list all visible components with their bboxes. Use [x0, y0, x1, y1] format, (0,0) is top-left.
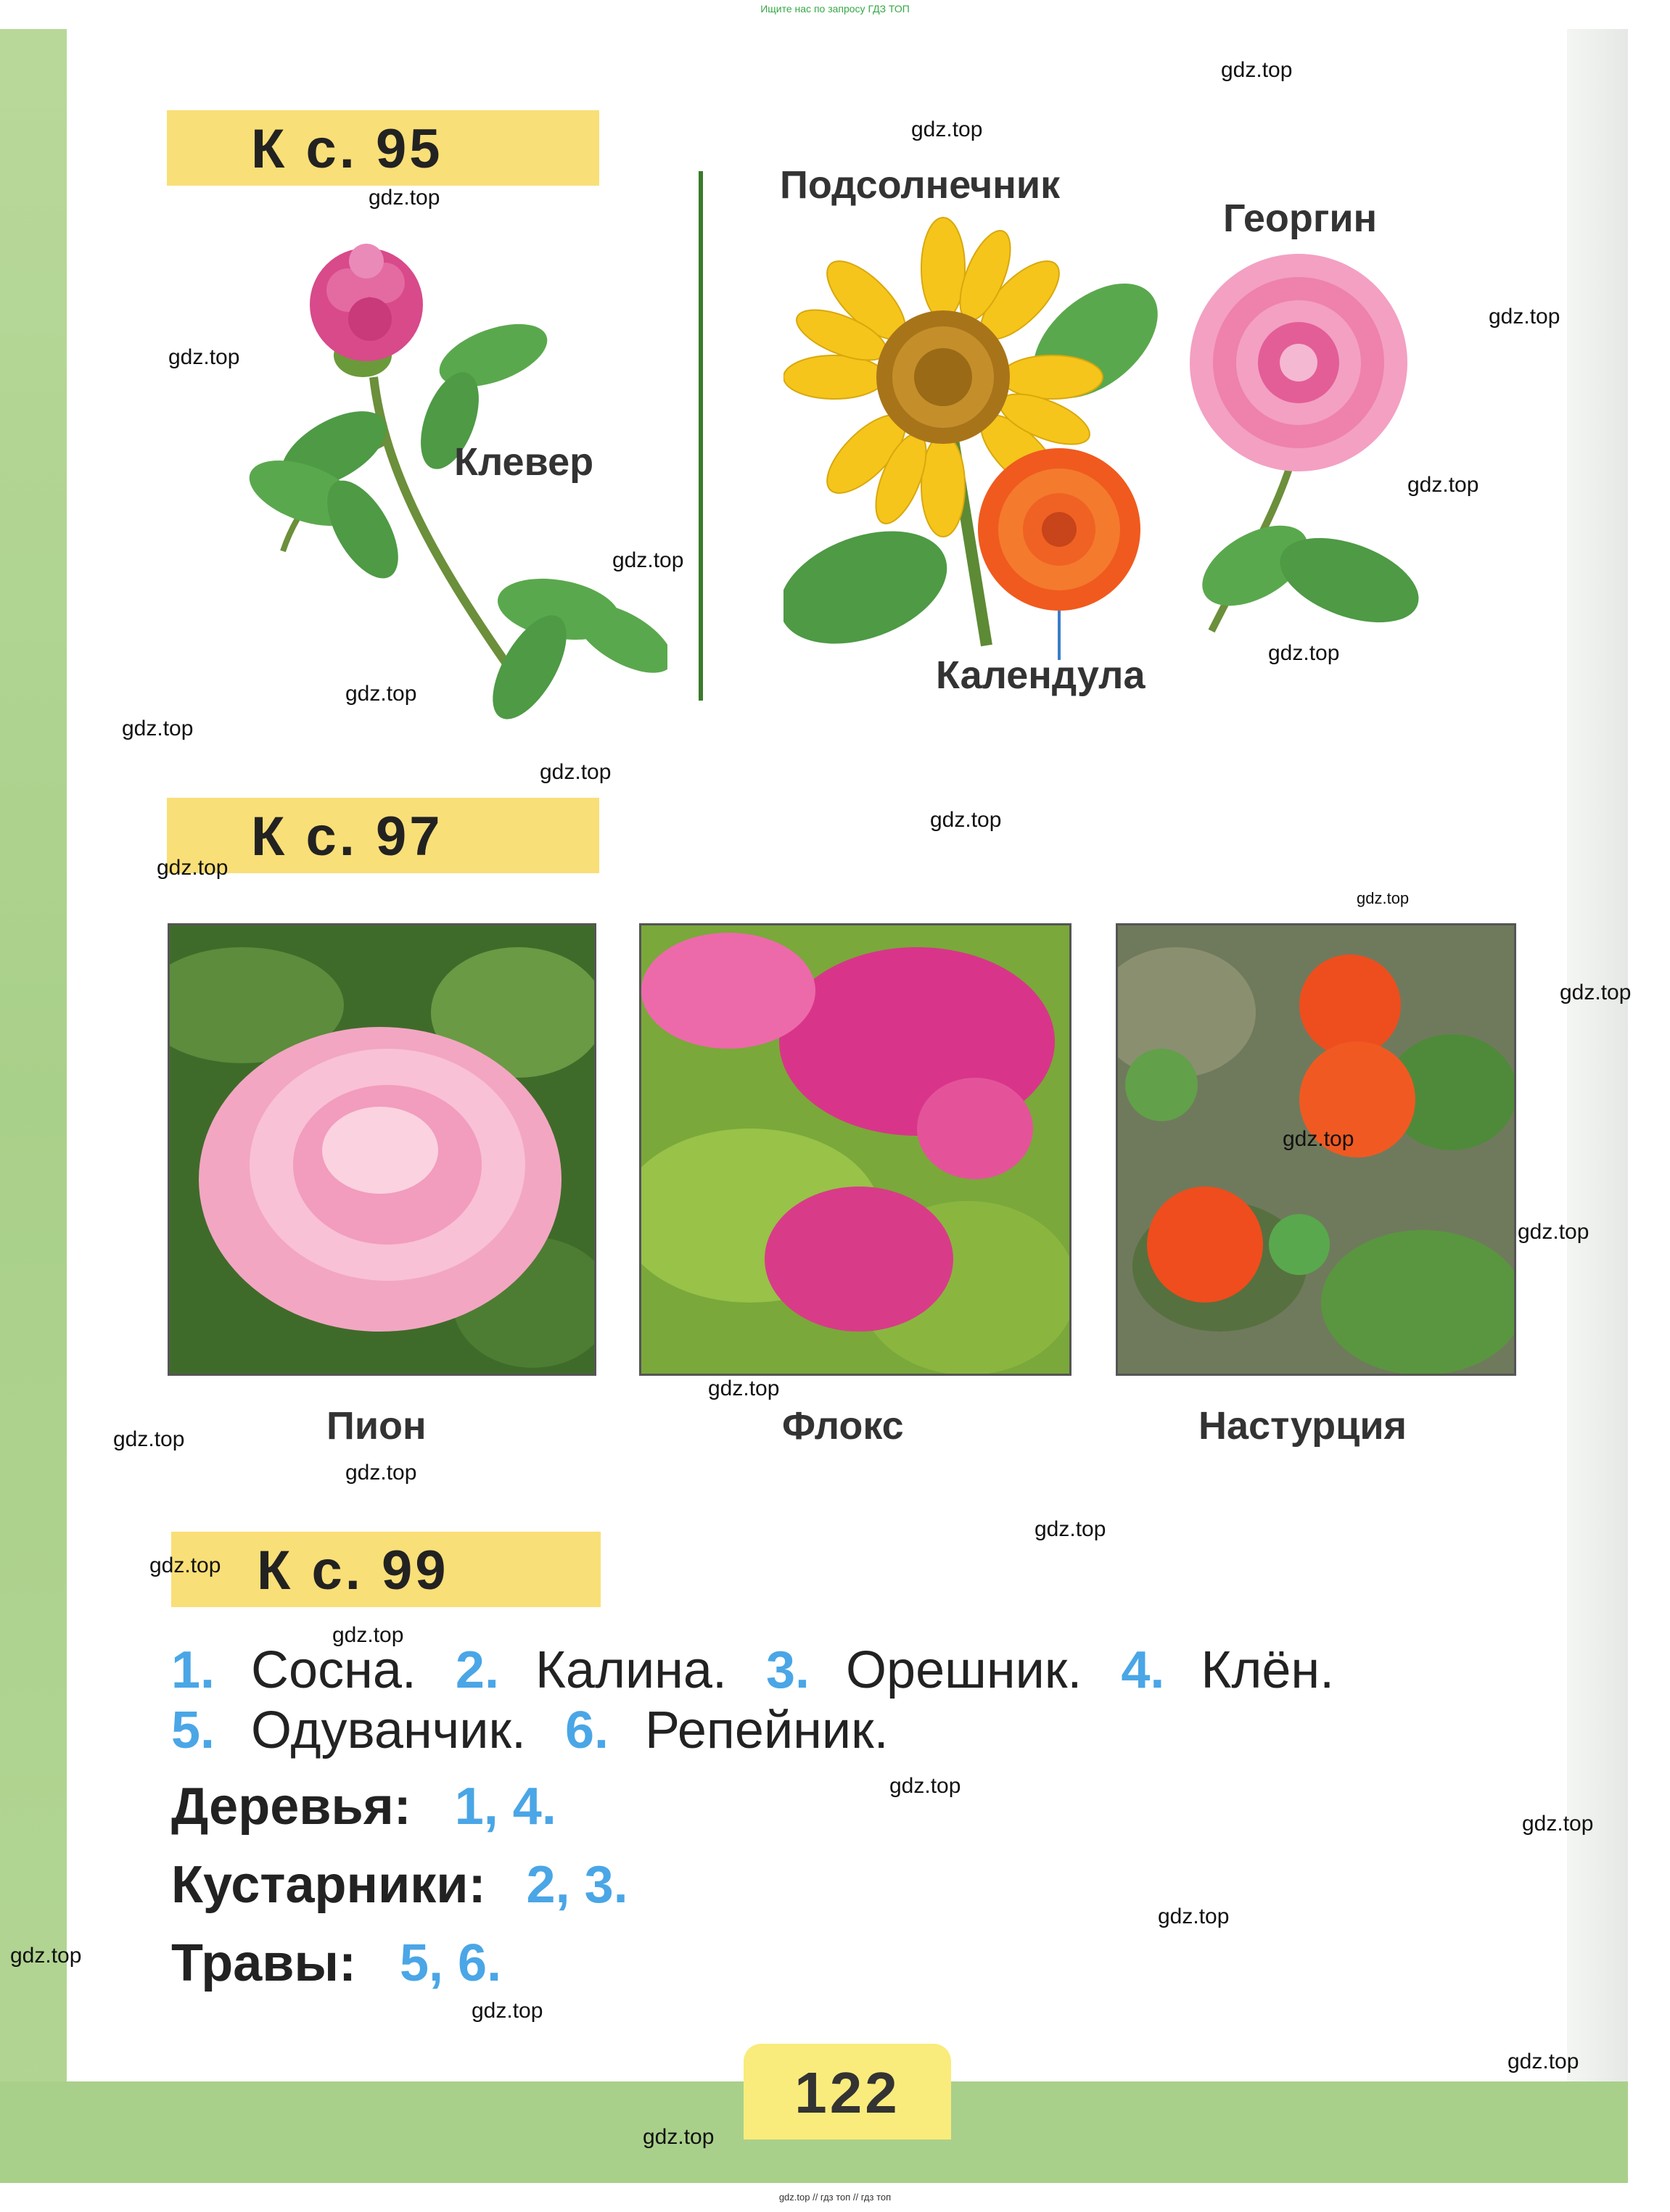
watermark: gdz.top: [1035, 1517, 1106, 1541]
watermark: gdz.top: [612, 548, 684, 572]
watermark: gdz.top: [1522, 1812, 1594, 1836]
watermark: gdz.top: [643, 2125, 715, 2149]
group-shrubs-label: Кустарники:: [171, 1856, 486, 1914]
phlox-label: Флокс: [782, 1404, 904, 1448]
nasturtium-label: Настурция: [1198, 1404, 1407, 1448]
answer-2-text: Калина.: [535, 1641, 727, 1699]
watermark: gdz.top: [10, 1944, 82, 1968]
watermark: gdz.top: [1407, 473, 1479, 497]
watermark: gdz.top: [930, 808, 1002, 832]
group-shrubs: [171, 1855, 628, 1915]
section-99-title: К с. 99: [257, 1540, 449, 1601]
group-shrubs-numbers: 2, 3.: [526, 1856, 628, 1914]
watermark: gdz.top: [149, 1553, 221, 1577]
section-95-divider: [699, 171, 703, 701]
watermark: gdz.top: [1507, 2050, 1579, 2073]
dahlia-illustration: [1168, 254, 1429, 660]
watermark: gdz.top: [1268, 641, 1340, 665]
peony-photo: [168, 923, 596, 1376]
watermark: gdz.top: [332, 1623, 404, 1647]
answer-2-number: 2.: [455, 1641, 499, 1699]
watermark: gdz.top: [708, 1377, 780, 1400]
watermark: gdz.top: [369, 186, 440, 210]
answer-3-text: Орешник.: [846, 1641, 1082, 1699]
answer-6-text: Репейник.: [645, 1701, 889, 1759]
section-95-title: К с. 95: [251, 118, 443, 180]
sunflower-calendula-illustration: [783, 210, 1190, 660]
answer-line-2: [171, 1701, 889, 1760]
watermark: gdz.top: [911, 117, 983, 141]
footer-note: gdz.top // гдз топ // гдз топ: [778, 2192, 892, 2203]
clover-illustration: [218, 232, 667, 740]
watermark: gdz.top: [1158, 1904, 1230, 1928]
watermark: gdz.top: [472, 1999, 543, 2023]
watermark: gdz.top: [889, 1774, 961, 1798]
watermark: gdz.top: [122, 717, 194, 740]
answer-1-text: Сосна.: [251, 1641, 416, 1699]
watermark: gdz.top: [1518, 1220, 1589, 1244]
watermark: gdz.top: [345, 682, 417, 706]
watermark: gdz.top: [1560, 981, 1632, 1004]
watermark: gdz.top: [168, 345, 240, 369]
dahlia-label: Георгин: [1223, 197, 1378, 240]
page-right-edge: [1567, 29, 1628, 2081]
calendula-label: Календула: [936, 653, 1145, 697]
answer-4-text: Клён.: [1201, 1641, 1335, 1699]
group-trees-label: Деревья:: [171, 1778, 411, 1836]
answer-1-number: 1.: [171, 1641, 215, 1699]
watermark: gdz.top: [345, 1461, 417, 1485]
watermark: gdz.top: [1489, 305, 1560, 329]
group-herbs-label: Травы:: [171, 1934, 356, 1992]
answer-5-number: 5.: [171, 1701, 215, 1759]
section-97-title: К с. 97: [251, 806, 443, 867]
phlox-photo: [639, 923, 1071, 1376]
group-herbs-numbers: 5, 6.: [400, 1934, 502, 1992]
clover-label: Клевер: [454, 440, 594, 484]
watermark: gdz.top: [1283, 1127, 1354, 1151]
page-number: 122: [794, 2060, 900, 2125]
group-herbs: [171, 1934, 501, 1993]
group-trees-numbers: 1, 4.: [454, 1778, 556, 1836]
answer-3-number: 3.: [765, 1641, 810, 1699]
peony-label: Пион: [326, 1404, 427, 1448]
watermark: gdz.top: [1357, 889, 1410, 907]
answer-4-number: 4.: [1121, 1641, 1165, 1699]
watermark: gdz.top: [157, 856, 229, 880]
answer-6-number: 6.: [564, 1701, 609, 1759]
header-note: Ищите нас по запросу ГДЗ ТОП: [760, 3, 910, 15]
sunflower-label: Подсолнечник: [780, 163, 1061, 207]
answer-5-text: Одуванчик.: [251, 1701, 526, 1759]
left-green-margin: [0, 29, 67, 2161]
group-trees: [171, 1777, 556, 1836]
watermark: gdz.top: [540, 760, 612, 784]
answer-line-1: [171, 1641, 1334, 1700]
watermark: gdz.top: [1221, 58, 1293, 82]
watermark: gdz.top: [113, 1427, 185, 1451]
